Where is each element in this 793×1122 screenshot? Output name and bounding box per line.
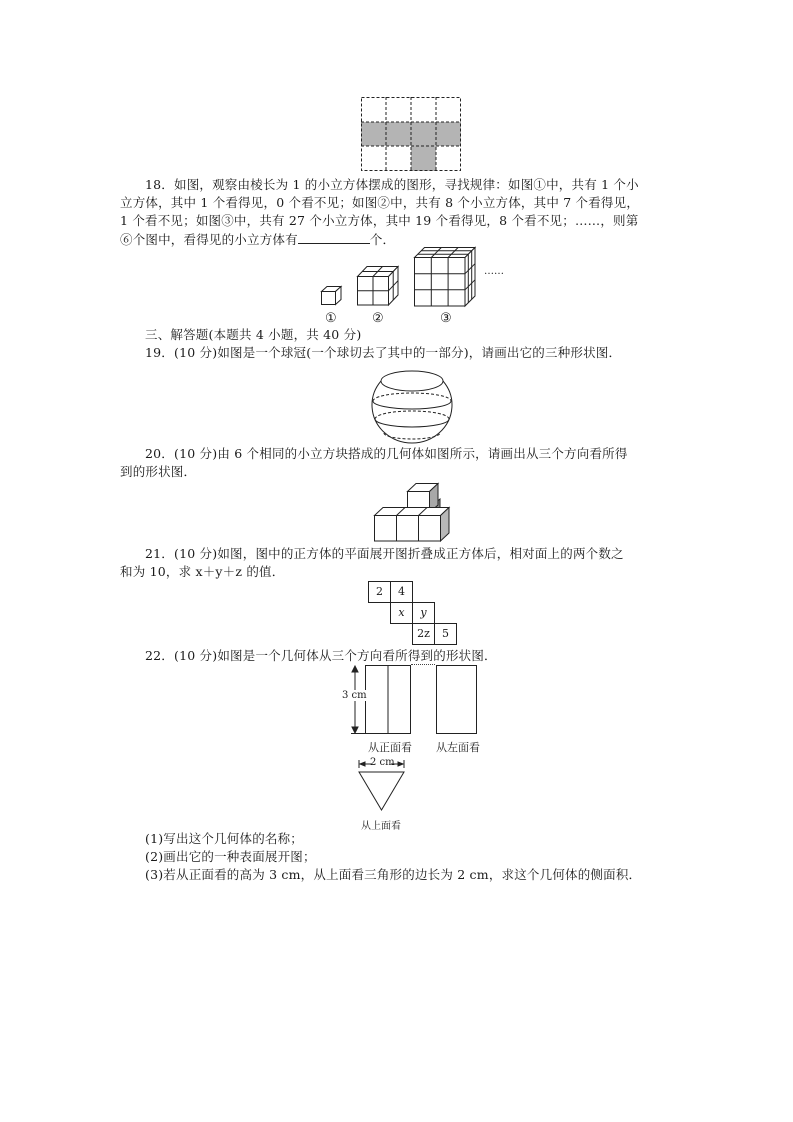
net-cell-2z: 2z: [412, 623, 435, 645]
q20-line-1: 20．(10 分)由 6 个相同的小立方块搭成的几何体如图所示，请画出从三个方向看所得: [145, 446, 628, 461]
left-view-figure: [436, 665, 478, 735]
height-label: 3 cm: [342, 690, 367, 701]
net-cell-y: y: [412, 602, 435, 624]
net-cell-5: 5: [434, 623, 457, 645]
q21-line-1: 21．(10 分)如图，图中的正方体的平面展开图折叠成正方体后，相对面上的两个数之: [145, 546, 624, 561]
q19-text: 19．(10 分)如图是一个球冠(一个球切去了其中的一部分)，请画出它的三种形状图．: [145, 345, 622, 360]
q18-line-4-text: ⑥个图中，看得见的小立方体有: [120, 232, 298, 247]
q22-sub-3: (3)若从正面看的高为 3 cm，从上面看三角形的边长为 2 cm，求这个几何体的侧面积．: [145, 867, 642, 882]
net-cell-4: 4: [390, 581, 413, 603]
q22-text: 22．(10 分)如图是一个几何体从三个方向看所得到的形状图．: [145, 648, 497, 663]
net-cell-2: 2: [368, 581, 391, 603]
width-label: 2 cm: [370, 757, 395, 768]
section-3-title: 三、解答题(本题共 4 小题，共 40 分): [145, 327, 362, 342]
stacked-cubes-figure: [374, 481, 452, 543]
q18-line-3: 1 个看不见；如图③中，共有 27 个小立方体，其中 19 个看得见，8 个看不见；……，则第: [120, 213, 639, 228]
q18-line-1: 18．如图，观察由棱长为 1 的小立方体摆成的图形，寻找规律：如图①中，共有 1 个小: [145, 177, 639, 192]
left-view-caption: 从左面看: [436, 741, 480, 754]
q22-sub-2: (2)画出它的一种表面展开图；: [145, 849, 316, 864]
cube-ellipsis: ……: [484, 266, 504, 277]
cube-figure-2: [357, 266, 399, 306]
cube-label-3: ③: [440, 311, 452, 326]
q22-sub-1: (1)写出这个几何体的名称；: [145, 831, 304, 846]
q18-line-2: 立方体，其中 1 个看得见，0 个看不见；如图②中，共有 8 个小立方体，其中 7 个看得见，: [120, 195, 640, 210]
q18-line-4: [120, 231, 395, 248]
q18-answer-blank[interactable]: [298, 231, 370, 244]
net-cell-x: x: [390, 602, 413, 624]
q21-line-2: 和为 10，求 x＋y＋z 的值．: [120, 564, 285, 579]
cube-figure-1: [321, 286, 343, 306]
front-view-caption: 从正面看: [368, 741, 412, 754]
q18-line-4-end: 个．: [369, 232, 396, 247]
top-view-caption: 从上面看: [361, 821, 401, 832]
spherical-cap-figure: [371, 367, 453, 443]
cube-label-1: ①: [325, 311, 337, 326]
dotted-connector: [411, 664, 435, 665]
cube-label-2: ②: [372, 311, 384, 326]
q20-line-2: 到的形状图．: [120, 464, 197, 479]
q17-grid-figure: [361, 97, 461, 172]
cube-net-figure: [368, 581, 458, 645]
cube-figure-3: [414, 247, 476, 307]
